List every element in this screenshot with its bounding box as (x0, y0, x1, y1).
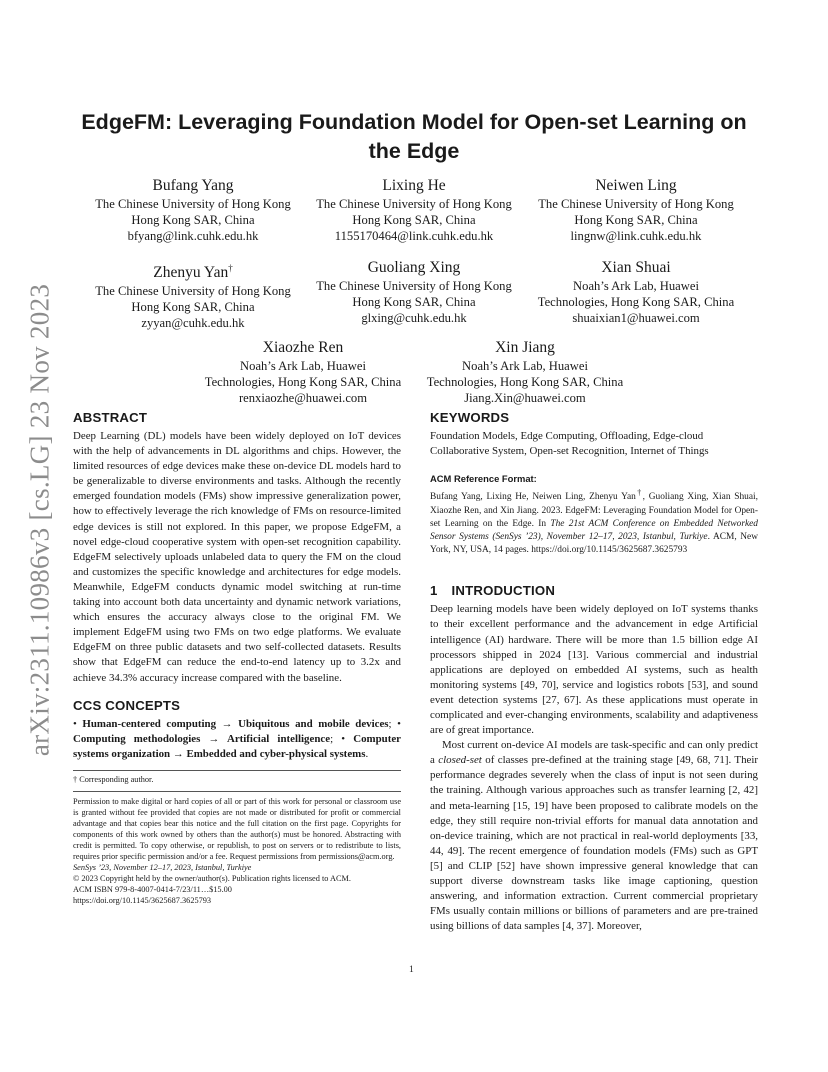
copyright-line: © 2023 Copyright held by the owner/author(s). Publication rights licensed to ACM. (73, 873, 351, 883)
acm-reference-heading: ACM Reference Format: (430, 473, 537, 485)
author-block (304, 176, 524, 244)
author-name: Guoliang Xing (367, 259, 461, 276)
author-location: Hong Kong SAR, China (352, 213, 476, 227)
author-location: Hong Kong SAR, China (131, 300, 255, 315)
intro-paragraph: Deep learning models have been widely deployed on IoT systems thanks to their excellent performance and the advancement in edge Artificial intelligence (AI) hardware. There will be more than 1.5 billion edge AI processors shipped in 2024 [13]. Various commercial and industrial applications are deployed on embedded AI systems, such as health monitoring systems [49, 70], service and logistics robots [53], and sound event detection systems [27, 67]. As these applications must operate in complicated and ever-changing environments, scalability and adaptiveness are of great importance. (430, 603, 758, 737)
arxiv-identifier: arXiv:2311.10986v3 [cs.LG] 23 Nov 2023 (24, 283, 55, 757)
author-name: Lixing He (382, 177, 446, 194)
author-email: glxing@cuhk.edu.hk (361, 311, 467, 325)
author-name: Xin Jiang (495, 339, 555, 356)
page-number: 1 (409, 965, 414, 975)
author-location: Hong Kong SAR, China (352, 295, 476, 309)
abstract-text: Deep Learning (DL) models have been widely deployed on IoT devices with the help of advancements in DL algorithms and chips. However, the limited resources of edge devices make these on-device DL models hard to be generalizable to diverse environments and tasks. Although the recently emerged foundation models (FMs) show impressive generalization power, how to effectively leverage the rich knowledge of FMs on resource-limited edge devices is still not explored. In this paper, we propose EdgeFM, a novel edge-cloud cooperative system with open-set recognition capability. EdgeFM selectively uploads unlabeled data to query the FM on the cloud and customizes the specific knowledge and architectures for edge models. Meanwhile, EdgeFM conducts dynamic model switching at run-time taking into account both data uncertainty and dynamic network variations, which ensures the accuracy always close to the original FM. We implement EdgeFM using two FMs on two edge platforms. We evaluate EdgeFM on three public datasets and two self-collected datasets. Results show that EdgeFM can reduce the end-to-end latency up to 3.2x and achieve 34.3% accuracy increase compared with the baseline. (73, 430, 401, 684)
author-email: bfyang@link.cuhk.edu.hk (127, 229, 259, 243)
author-block (193, 338, 413, 406)
author-block (526, 258, 746, 326)
author-name: Xiaozhe Ren (262, 339, 344, 356)
ccs-concepts: • Human-centered computing → Ubiquitous and mobile devices; • Computing methodologies → Artificial intelligence; • Computer systems organization → Embedded and cyber-physical systems. (73, 717, 401, 760)
author-email: Jiang.Xin@huawei.com (464, 391, 586, 405)
author-location: Technologies, Hong Kong SAR, China (426, 375, 624, 389)
keywords-heading: KEYWORDS (430, 410, 510, 425)
intro-paragraph: Most current on-device AI models are task-specific and can only predict a closed-set of classes pre-defined at the training stage [49, 68, 71]. Their performance degrades severely when the class of input is not seen during the training. Although various approaches such as transfer learning [2, 42] and meta-learning [15, 19] have been proposed to calibrate models on the edge, they still require non-trivial efforts for manual data annotation and on-device training, which are not practical in real-world deployments [33, 44, 49]. The recent emergence of foundation models (FMs) such as GPT [5] and CLIP [52] have shown impressive general knowledge that can support diverse downstream tasks like image captioning, question answering, and information extraction. Current commercial proprietary FMs usually contain millions or billions of parameters and are pre-trained using billions of data samples [4, 37]. Moreover, (430, 739, 758, 933)
corresponding-footnote: † Corresponding author. (73, 774, 154, 784)
acm-reference-text: Bufang Yang, Lixing He, Neiwen Ling, Zhenyu Yan†, Guoliang Xing, Xian Shuai, Xiaozhe Ren, and Xin Jiang. 2023. EdgeFM: Leveraging Foundation Model for Open-set Learning on the Edge. In The 21st ACM Conference on Embedded Networked Sensor Systems (SenSys ’23), November 12–17, 2023, Istanbul, Turkiye. ACM, New York, NY, USA, 14 pages. https://doi.org/10.1145/3625687.3625793 (430, 488, 758, 556)
author-affiliation: Noah’s Ark Lab, Huawei (573, 279, 699, 293)
dagger-mark: † (228, 263, 233, 273)
section-number: 1 (430, 583, 438, 599)
author-block (83, 258, 303, 331)
author-affiliation: Noah’s Ark Lab, Huawei (462, 359, 588, 373)
section-title: INTRODUCTION (451, 583, 556, 599)
author-block (83, 176, 303, 244)
author-name: Neiwen Ling (595, 177, 677, 194)
author-block (415, 338, 635, 406)
ccs-heading: CCS CONCEPTS (73, 697, 181, 713)
author-name: Zhenyu Yan† (153, 263, 233, 282)
venue-line: SenSys ’23, November 12–17, 2023, Istanbul, Turkiye (73, 862, 252, 872)
author-email: shuaixian1@huawei.com (572, 311, 700, 325)
permission-divider (73, 791, 401, 792)
footnote-divider (73, 770, 401, 771)
doi-link[interactable]: https://doi.org/10.1145/3625687.3625793 (73, 895, 212, 905)
author-block (304, 258, 524, 326)
author-email: renxiaozhe@huawei.com (238, 391, 368, 405)
author-affiliation: The Chinese University of Hong Kong (538, 197, 734, 211)
author-affiliation: The Chinese University of Hong Kong (316, 279, 512, 293)
author-email: zyyan@cuhk.edu.hk (141, 316, 245, 331)
paper-title: EdgeFM: Leveraging Foundation Model for Open-set Learning on the Edge (81, 110, 747, 163)
author-location: Technologies, Hong Kong SAR, China (537, 295, 735, 309)
author-location: Hong Kong SAR, China (131, 213, 255, 227)
author-affiliation: The Chinese University of Hong Kong (316, 197, 512, 211)
right-column (430, 410, 758, 934)
isbn-line: ACM ISBN 979-8-4007-0414-7/23/11…$15.00 (73, 884, 232, 894)
author-location: Technologies, Hong Kong SAR, China (204, 375, 402, 389)
author-affiliation: The Chinese University of Hong Kong (95, 284, 291, 299)
arxiv-sidebar (22, 280, 58, 760)
author-name: Bufang Yang (152, 177, 234, 194)
author-location: Hong Kong SAR, China (574, 213, 698, 227)
author-affiliation: Noah’s Ark Lab, Huawei (240, 359, 366, 373)
author-email: 1155170464@link.cuhk.edu.hk (334, 229, 494, 243)
author-affiliation: The Chinese University of Hong Kong (95, 197, 291, 211)
introduction-heading (430, 583, 758, 598)
author-block (526, 176, 746, 244)
keywords-text: Foundation Models, Edge Computing, Offloading, Edge-cloud Collaborative System, Open-set Recognition, Internet of Things (430, 430, 709, 458)
permission-notice: Permission to make digital or hard copies of all or part of this work for personal or classroom use is granted without fee provided that copies are not made or distributed for profit or commercial advantage and that copies bear this notice and the full citation on the first page. Copyrights for components of this work owned by others than the author(s) must be honored. Abstracting with credit is permitted. To copy otherwise, or republish, to post on servers or to redistribute to lists, requires prior specific permission and/or a fee. Request permissions from permissions@acm.org. (73, 796, 401, 861)
author-name: Xian Shuai (601, 259, 671, 276)
left-column (73, 410, 401, 906)
author-email: lingnw@link.cuhk.edu.hk (570, 229, 702, 243)
abstract-heading: ABSTRACT (73, 410, 148, 425)
